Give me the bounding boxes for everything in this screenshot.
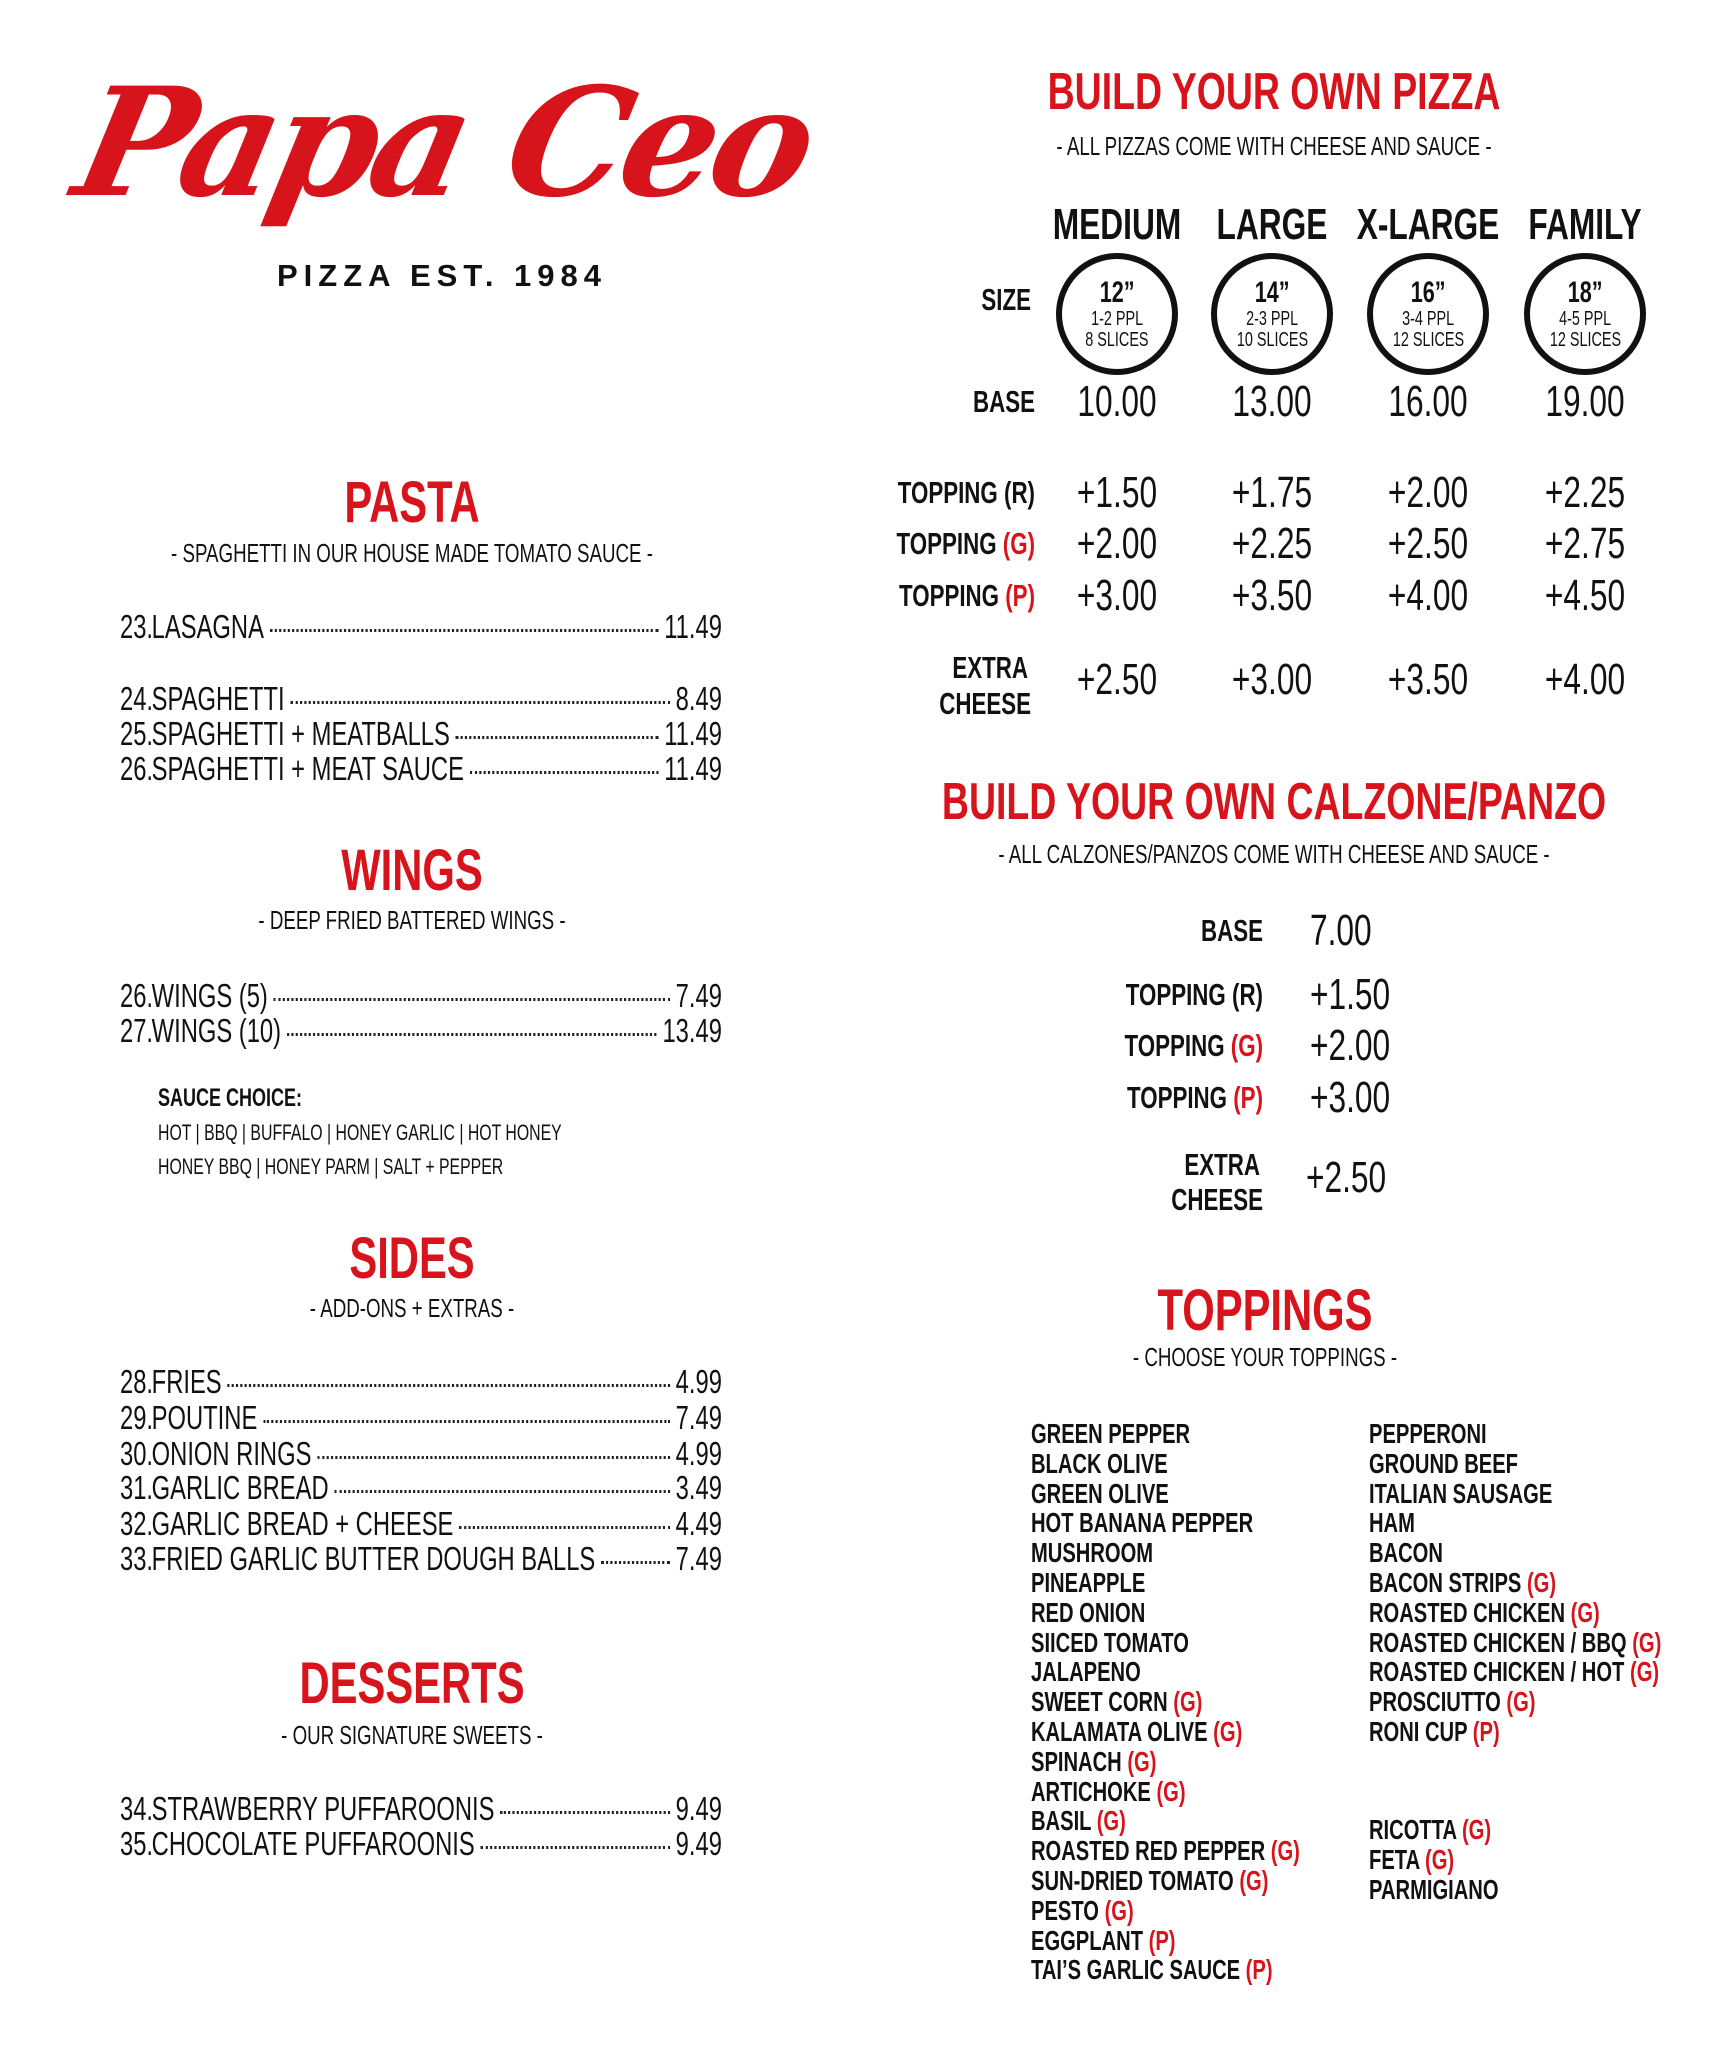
item-name: CHOCOLATE PUFFAROONIS <box>151 1825 475 1862</box>
size-circle <box>1211 253 1333 375</box>
size-inches: 14” <box>1254 276 1290 310</box>
topping-item <box>1031 1537 1153 1569</box>
toppings-heading: TOPPINGS <box>1157 1278 1373 1343</box>
topping-name: FETA <box>1369 1843 1420 1875</box>
topping-item <box>1369 1716 1500 1748</box>
topping-tier-tag: (P) <box>1472 1716 1500 1747</box>
topping-item <box>1031 1716 1242 1748</box>
topping-name: SUN-DRIED TOMATO <box>1031 1865 1234 1896</box>
item-price: 11.49 <box>664 608 722 645</box>
item-name: WINGS (5) <box>151 977 268 1014</box>
item-number: 33. <box>120 1540 154 1577</box>
topping-item <box>1369 1448 1518 1480</box>
item-price: 4.99 <box>675 1435 722 1472</box>
item-price: 3.49 <box>675 1469 722 1506</box>
row-label-text: BASE <box>1200 913 1263 948</box>
topping-name: ROASTED CHICKEN <box>1369 1596 1566 1628</box>
topping-name: EGGPLANT <box>1031 1924 1144 1956</box>
item-number: 34. <box>120 1790 154 1827</box>
pizza-price: +2.25 <box>1544 468 1626 517</box>
menu-item <box>120 1363 722 1401</box>
calzone-price: +1.50 <box>1310 970 1391 1019</box>
menu-item <box>120 1540 722 1578</box>
row-label-text: TOPPING <box>1124 1028 1225 1063</box>
dot-leader <box>601 1561 670 1564</box>
topping-tier-tag: (G) <box>1104 1894 1134 1926</box>
calzone-price: 7.00 <box>1310 906 1372 955</box>
calzone-extra-cheese-price: +2.50 <box>1306 1153 1387 1202</box>
topping-name: RED ONION <box>1031 1596 1146 1628</box>
item-price: 4.49 <box>675 1505 722 1542</box>
item-number: 32. <box>120 1505 154 1542</box>
item-price: 13.49 <box>662 1012 722 1049</box>
calzone-row-label <box>1125 1028 1263 1064</box>
pizza-price: +1.50 <box>1076 468 1158 517</box>
topping-tier-tag: (G) <box>1632 1626 1662 1658</box>
topping-item <box>1031 1954 1273 1986</box>
topping-item <box>1369 1567 1556 1599</box>
item-number: 35. <box>120 1825 154 1862</box>
topping-item <box>1031 1656 1141 1688</box>
menu-item <box>120 1505 722 1543</box>
size-header-large: LARGE <box>1216 200 1328 249</box>
dot-leader <box>290 701 670 704</box>
item-name: FRIES <box>151 1363 222 1400</box>
topping-item <box>1369 1478 1552 1510</box>
extra-cheese-price: +2.50 <box>1076 655 1158 704</box>
topping-item <box>1031 1925 1175 1957</box>
topping-item <box>1369 1844 1454 1876</box>
topping-item <box>1031 1478 1169 1510</box>
extra-cheese-label: EXTRA <box>1184 1147 1260 1182</box>
svg-text:Papa Ceo: Papa Ceo <box>61 54 827 231</box>
extra-cheese-label: CHEESE <box>1171 1182 1263 1217</box>
brand-tagline: PIZZA EST. 1984 <box>276 258 608 293</box>
topping-item <box>1031 1567 1145 1599</box>
topping-tier-tag: (G) <box>1127 1745 1157 1777</box>
pizza-price: +2.00 <box>1387 468 1469 517</box>
row-label-text: TOPPING <box>1125 977 1226 1012</box>
topping-name: ROASTED RED PEPPER <box>1031 1835 1266 1867</box>
sauce-options: HOT | BBQ | BUFFALO | HONEY GARLIC | HOT HONEY <box>158 1120 562 1145</box>
topping-tier-tag: (P) <box>1245 1954 1273 1986</box>
topping-item <box>1031 1776 1186 1808</box>
topping-tier-tag: (P) <box>1148 1924 1176 1956</box>
calzone-subtitle: - ALL CALZONES/PANZOS COME WITH CHEESE AND SAUCE - <box>998 839 1550 869</box>
extra-cheese-price: +4.00 <box>1544 655 1626 704</box>
size-header-family: FAMILY <box>1528 200 1642 249</box>
pizza-price: +3.00 <box>1076 571 1158 620</box>
menu-item <box>120 680 722 718</box>
topping-name: ROASTED CHICKEN / HOT <box>1369 1656 1625 1688</box>
size-slices: 8 SLICES <box>1085 328 1149 351</box>
item-price: 4.99 <box>675 1363 722 1400</box>
size-label: SIZE <box>981 282 1031 317</box>
row-label-text: TOPPING <box>897 475 998 510</box>
pizza-row-label <box>897 526 1035 562</box>
pizza-price: +2.00 <box>1076 519 1158 568</box>
menu-item <box>120 608 722 646</box>
size-header-medium: MEDIUM <box>1052 200 1182 249</box>
pizza-price: 13.00 <box>1232 377 1312 426</box>
dot-leader <box>274 998 670 1001</box>
item-name: WINGS (10) <box>151 1012 282 1049</box>
topping-item <box>1031 1418 1190 1450</box>
topping-name: ROASTED CHICKEN / BBQ <box>1369 1626 1627 1658</box>
item-price: 8.49 <box>675 680 722 717</box>
topping-item <box>1031 1895 1134 1927</box>
menu-item <box>120 977 722 1015</box>
pizza-price: +2.75 <box>1544 519 1626 568</box>
pizza-price: +4.50 <box>1544 571 1626 620</box>
item-name: GARLIC BREAD <box>151 1469 329 1506</box>
item-number: 26. <box>120 750 154 787</box>
topping-tier-tag: (R) <box>1232 977 1263 1012</box>
item-name: SPAGHETTI + MEAT SAUCE <box>151 750 464 787</box>
calzone-row-label <box>1127 1080 1263 1116</box>
topping-item <box>1031 1507 1253 1539</box>
pasta-subtitle: - SPAGHETTI IN OUR HOUSE MADE TOMATO SAUCE - <box>171 538 653 568</box>
topping-item <box>1031 1805 1126 1837</box>
topping-item <box>1369 1874 1499 1906</box>
size-circle <box>1056 253 1178 375</box>
size-circle <box>1367 253 1489 375</box>
topping-tier-tag: (G) <box>1173 1686 1203 1718</box>
pizza-price: +3.50 <box>1231 571 1313 620</box>
topping-item <box>1031 1835 1300 1867</box>
menu-item <box>120 1825 722 1863</box>
papa-ceo-logo <box>61 20 827 250</box>
item-name: ONION RINGS <box>151 1435 312 1472</box>
calzone-price: +3.00 <box>1310 1073 1391 1122</box>
menu-item <box>120 1469 722 1507</box>
item-number: 23. <box>120 608 154 645</box>
menu-item <box>120 1790 722 1828</box>
topping-tier-tag: (G) <box>1629 1656 1660 1688</box>
topping-name: GREEN PEPPER <box>1031 1418 1191 1449</box>
topping-tier-tag: (G) <box>1526 1567 1557 1598</box>
size-people: 4-5 PPL <box>1558 307 1612 330</box>
topping-tier-tag: (G) <box>1570 1596 1600 1628</box>
topping-item <box>1369 1418 1487 1450</box>
sides-heading: SIDES <box>349 1226 475 1291</box>
pizza-subtitle: - ALL PIZZAS COME WITH CHEESE AND SAUCE - <box>1056 131 1492 161</box>
extra-cheese-price: +3.00 <box>1231 655 1313 704</box>
item-number: 28. <box>120 1363 154 1400</box>
topping-tier-tag: (G) <box>1230 1028 1263 1063</box>
topping-name: TAI’S GARLIC SAUCE <box>1031 1954 1241 1986</box>
topping-name: PEPPERONI <box>1369 1418 1487 1449</box>
topping-name: MUSHROOM <box>1031 1537 1154 1569</box>
pizza-heading: BUILD YOUR OWN PIZZA <box>1047 63 1501 121</box>
size-header-x-large: X-LARGE <box>1356 200 1500 249</box>
topping-name: GROUND BEEF <box>1369 1447 1518 1479</box>
dot-leader <box>270 629 659 632</box>
topping-name: PINEAPPLE <box>1031 1567 1146 1598</box>
topping-tier-tag: (G) <box>1506 1686 1536 1718</box>
item-name: STRAWBERRY PUFFAROONIS <box>151 1790 495 1827</box>
size-inches: 12” <box>1099 276 1135 310</box>
topping-name: ARTICHOKE <box>1031 1775 1151 1807</box>
extra-cheese-label: EXTRA <box>952 650 1028 685</box>
menu-item <box>120 1435 722 1473</box>
size-slices: 12 SLICES <box>1549 328 1621 351</box>
size-inches: 18” <box>1567 276 1603 310</box>
desserts-subtitle: - OUR SIGNATURE SWEETS - <box>281 1720 543 1750</box>
size-slices: 12 SLICES <box>1392 328 1464 351</box>
topping-tier-tag: (P) <box>1005 578 1035 613</box>
topping-name: JALAPENO <box>1031 1656 1141 1688</box>
pizza-price: +2.50 <box>1387 519 1469 568</box>
wings-heading: WINGS <box>341 838 483 903</box>
topping-tier-tag: (G) <box>1270 1835 1300 1867</box>
pizza-row-label <box>973 384 1035 420</box>
dot-leader <box>317 1456 670 1459</box>
extra-cheese-label: CHEESE <box>939 686 1031 721</box>
dot-leader <box>470 771 659 774</box>
topping-name: ITALIAN SAUSAGE <box>1369 1477 1553 1509</box>
topping-item <box>1369 1627 1661 1659</box>
toppings-subtitle: - CHOOSE YOUR TOPPINGS - <box>1132 1342 1398 1372</box>
item-name: FRIED GARLIC BUTTER DOUGH BALLS <box>151 1540 596 1577</box>
item-number: 26. <box>120 977 154 1014</box>
topping-item <box>1031 1686 1202 1718</box>
topping-name: PARMIGIANO <box>1369 1873 1499 1905</box>
topping-name: SWEET CORN <box>1031 1686 1168 1718</box>
item-price: 7.49 <box>675 1540 722 1577</box>
size-people: 3-4 PPL <box>1401 307 1455 330</box>
topping-item <box>1369 1597 1600 1629</box>
topping-name: GREEN OLIVE <box>1031 1477 1169 1509</box>
topping-name: PESTO <box>1031 1894 1099 1926</box>
pizza-price: +4.00 <box>1387 571 1469 620</box>
calzone-price: +2.00 <box>1310 1021 1391 1070</box>
menu-item <box>120 715 722 753</box>
topping-tier-tag: (G) <box>1461 1814 1492 1845</box>
topping-name: BASIL <box>1031 1805 1092 1837</box>
topping-tier-tag: (G) <box>1156 1775 1186 1807</box>
topping-tier-tag: (G) <box>1239 1865 1269 1896</box>
topping-item <box>1369 1814 1491 1846</box>
row-label-text: TOPPING <box>1126 1080 1228 1115</box>
size-people: 1-2 PPL <box>1090 307 1144 330</box>
item-number: 31. <box>120 1469 154 1506</box>
item-name: GARLIC BREAD + CHEESE <box>151 1505 454 1542</box>
desserts-heading: DESSERTS <box>299 1651 525 1716</box>
pizza-price: 16.00 <box>1388 377 1468 426</box>
item-number: 27. <box>120 1012 154 1049</box>
pizza-price: +2.25 <box>1231 519 1313 568</box>
item-name: POUTINE <box>151 1399 258 1436</box>
item-price: 11.49 <box>664 750 722 787</box>
topping-item <box>1031 1597 1145 1629</box>
topping-item <box>1369 1507 1415 1539</box>
pasta-heading: PASTA <box>344 470 480 535</box>
topping-item <box>1369 1656 1659 1688</box>
size-inches: 16” <box>1410 276 1446 310</box>
item-number: 24. <box>120 680 154 717</box>
topping-item <box>1031 1746 1156 1778</box>
item-number: 25. <box>120 715 154 752</box>
item-name: SPAGHETTI <box>151 680 285 717</box>
item-price: 9.49 <box>675 1790 722 1827</box>
topping-item <box>1031 1448 1168 1480</box>
dot-leader <box>334 1490 670 1493</box>
pizza-price: +1.75 <box>1231 468 1313 517</box>
pizza-row-label <box>899 578 1035 614</box>
pizza-price: 19.00 <box>1545 377 1625 426</box>
dot-leader <box>459 1526 670 1529</box>
topping-tier-tag: (G) <box>1213 1716 1243 1747</box>
topping-item <box>1031 1627 1189 1659</box>
dot-leader <box>500 1811 670 1814</box>
calzone-heading: BUILD YOUR OWN CALZONE/PANZO <box>941 773 1607 831</box>
item-price: 7.49 <box>675 1399 722 1436</box>
pizza-row-label <box>898 475 1035 511</box>
item-number: 29. <box>120 1399 154 1436</box>
topping-name: BACON <box>1369 1537 1443 1569</box>
topping-tier-tag: (G) <box>1002 526 1035 561</box>
item-price: 7.49 <box>675 977 722 1014</box>
dot-leader <box>227 1384 669 1387</box>
item-price: 9.49 <box>675 1825 722 1862</box>
topping-name: SIICED TOMATO <box>1031 1626 1189 1658</box>
topping-name: HAM <box>1369 1507 1415 1539</box>
topping-name: SPINACH <box>1031 1745 1122 1777</box>
row-label-text: BASE <box>972 384 1035 419</box>
topping-tier-tag: (P) <box>1233 1080 1263 1115</box>
dot-leader <box>287 1033 657 1036</box>
sauce-options: HONEY BBQ | HONEY PARM | SALT + PEPPER <box>158 1154 504 1179</box>
item-name: SPAGHETTI + MEATBALLS <box>151 715 450 752</box>
topping-name: KALAMATA OLIVE <box>1031 1716 1208 1747</box>
topping-item <box>1031 1865 1268 1897</box>
item-name: LASAGNA <box>151 608 264 645</box>
topping-item <box>1369 1537 1443 1569</box>
topping-tier-tag: (G) <box>1425 1843 1455 1875</box>
topping-item <box>1369 1686 1536 1718</box>
topping-name: PROSCIUTTO <box>1369 1686 1501 1718</box>
dot-leader <box>480 1846 669 1849</box>
row-label-text: TOPPING <box>898 578 1000 613</box>
dot-leader <box>456 736 659 739</box>
menu-item <box>120 1399 722 1437</box>
size-people: 2-3 PPL <box>1245 307 1299 330</box>
size-circle <box>1524 253 1646 375</box>
wings-subtitle: - DEEP FRIED BATTERED WINGS - <box>258 905 566 935</box>
size-slices: 10 SLICES <box>1236 328 1308 351</box>
sides-subtitle: - ADD-ONS + EXTRAS - <box>309 1293 515 1323</box>
topping-name: BACON STRIPS <box>1369 1567 1522 1598</box>
topping-name: RICOTTA <box>1369 1814 1457 1845</box>
topping-tier-tag: (G) <box>1096 1805 1126 1837</box>
calzone-row-label <box>1126 977 1263 1013</box>
sauce-choice-label: SAUCE CHOICE: <box>158 1084 303 1112</box>
topping-name: HOT BANANA PEPPER <box>1031 1507 1254 1539</box>
extra-cheese-price: +3.50 <box>1387 655 1469 704</box>
topping-tier-tag: (R) <box>1004 475 1035 510</box>
item-number: 30. <box>120 1435 154 1472</box>
topping-name: BLACK OLIVE <box>1031 1447 1168 1479</box>
row-label-text: TOPPING <box>896 526 997 561</box>
pizza-price: 10.00 <box>1077 377 1157 426</box>
calzone-row-label <box>1201 913 1263 949</box>
dot-leader <box>263 1420 670 1423</box>
item-price: 11.49 <box>664 715 722 752</box>
topping-name: RONI CUP <box>1369 1716 1468 1747</box>
menu-item <box>120 750 722 788</box>
menu-item <box>120 1012 722 1050</box>
